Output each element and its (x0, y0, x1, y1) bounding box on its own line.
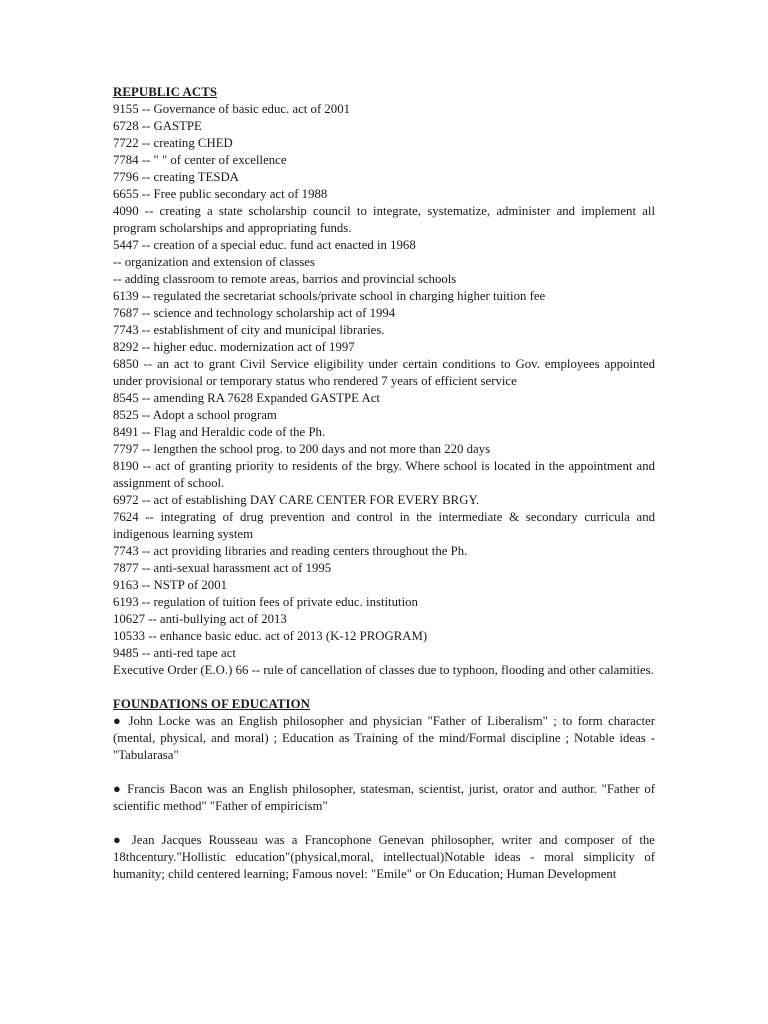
foundations-list (113, 713, 655, 883)
republic-acts-heading: REPUBLIC ACTS (113, 85, 218, 99)
act-item: 6850 -- an act to grant Civil Service eligibility under certain conditions to Gov. employees appointed under provisional or temporary status who rendered 7 years of efficient service (113, 357, 655, 388)
republic-acts-list (113, 101, 655, 679)
act-item: 8190 -- act of granting priority to residents of the brgy. Where school is located in the appointment and assignment of school. (113, 459, 655, 490)
item-spacer (113, 815, 655, 832)
act-item: 7877 -- anti-sexual harassment act of 1995 (113, 561, 332, 575)
act-item: 10627 -- anti-bullying act of 2013 (113, 612, 287, 626)
act-item: 7797 -- lengthen the school prog. to 200 days and not more than 220 days (113, 442, 491, 456)
act-item: -- adding classroom to remote areas, barrios and provincial schools (113, 272, 457, 286)
act-item: 6655 -- Free public secondary act of 1988 (113, 187, 328, 201)
act-item: 9155 -- Governance of basic educ. act of 2001 (113, 102, 351, 116)
act-item: 8525 -- Adopt a school program (113, 408, 277, 422)
act-item: 5447 -- creation of a special educ. fund act enacted in 1968 (113, 238, 416, 252)
act-item: Executive Order (E.O.) 66 -- rule of cancellation of classes due to typhoon, flooding and other calamities. (113, 663, 654, 677)
act-item: 4090 -- creating a state scholarship council to integrate, systematize, administer and implement all program scholarships and appropriating funds. (113, 204, 655, 235)
foundations-heading: FOUNDATIONS OF EDUCATION (113, 697, 310, 711)
act-item: 7796 -- creating TESDA (113, 170, 239, 184)
act-item: 7624 -- integrating of drug prevention and control in the intermediate & secondary curricula and indigenous learning system (113, 510, 655, 541)
act-item: 9485 -- anti-red tape act (113, 646, 236, 660)
act-item: 8292 -- higher educ. modernization act of 1997 (113, 340, 355, 354)
document-page (113, 84, 655, 883)
act-item: 6728 -- GASTPE (113, 119, 202, 133)
act-item: 6972 -- act of establishing DAY CARE CENTER FOR EVERY BRGY. (113, 493, 480, 507)
act-item: 7784 -- " " of center of excellence (113, 153, 287, 167)
act-item: 10533 -- enhance basic educ. act of 2013 (K-12 PROGRAM) (113, 629, 428, 643)
act-item: 6139 -- regulated the secretariat schools/private school in charging higher tuition fee (113, 289, 546, 303)
item-spacer (113, 764, 655, 781)
foundation-item: ● Jean Jacques Rousseau was a Francophone Genevan philosopher, writer and composer of the 18thcentury."Hollistic education"(physical,moral, intellectual)Notable ideas - moral simplicity of humanity; child centered learning; Famous novel: "Emile" or On Education; Human Development (113, 833, 655, 881)
act-item: 7743 -- act providing libraries and reading centers throughout the Ph. (113, 544, 468, 558)
act-item: 7743 -- establishment of city and municipal libraries. (113, 323, 385, 337)
act-item: 8545 -- amending RA 7628 Expanded GASTPE Act (113, 391, 380, 405)
act-item: 9163 -- NSTP of 2001 (113, 578, 227, 592)
act-item: -- organization and extension of classes (113, 255, 315, 269)
foundation-item: ● Francis Bacon was an English philosopher, statesman, scientist, jurist, orator and author. "Father of scientific method" "Father of empiricism" (113, 782, 655, 813)
act-item: 6193 -- regulation of tuition fees of private educ. institution (113, 595, 418, 609)
section-spacer (113, 679, 655, 696)
foundation-item: ● John Locke was an English philosopher and physician "Father of Liberalism" ; to form character (mental, physical, and moral) ; Education as Training of the mind/Formal discipline ; Notable ideas - "Tabularasa" (113, 714, 655, 762)
act-item: 7722 -- creating CHED (113, 136, 233, 150)
act-item: 7687 -- science and technology scholarship act of 1994 (113, 306, 396, 320)
act-item: 8491 -- Flag and Heraldic code of the Ph. (113, 425, 326, 439)
